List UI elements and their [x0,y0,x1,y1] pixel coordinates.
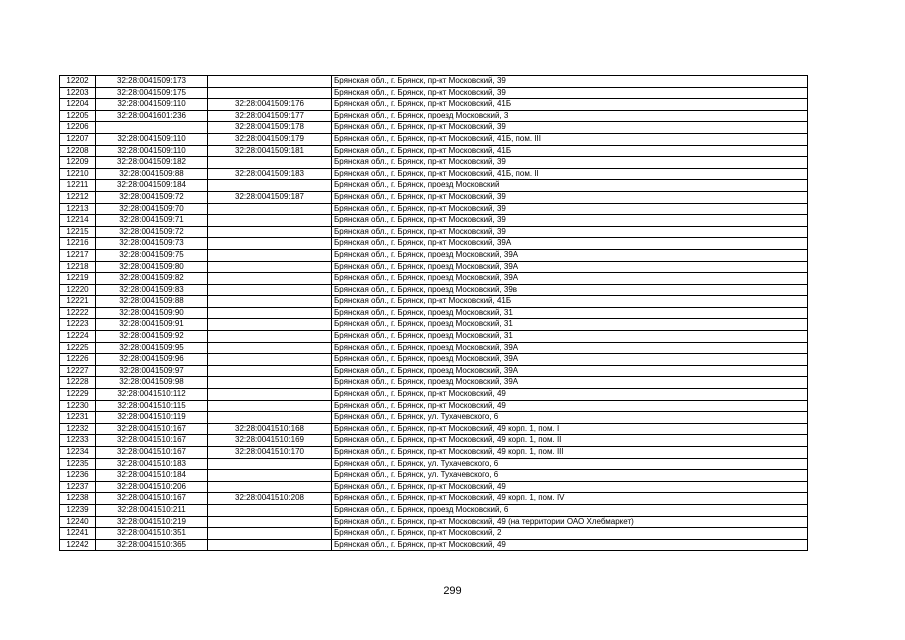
table-row [60,157,808,169]
table-row [60,400,808,412]
cadastral-number-cell: 32:28:0041509:88 [96,296,208,308]
address-cell: Брянская обл., г. Брянск, проезд Московский, 31 [332,319,808,331]
table-row [60,145,808,157]
linked-cadastral-number-cell [208,157,332,169]
linked-cadastral-number-cell [208,249,332,261]
address-cell: Брянская обл., г. Брянск, проезд Московский, 39А [332,354,808,366]
row-number-cell: 12204 [60,99,96,111]
linked-cadastral-number-cell: 32:28:0041509:178 [208,122,332,134]
row-number-cell: 12235 [60,458,96,470]
address-cell: Брянская обл., г. Брянск, пр-кт Московский, 39 [332,191,808,203]
table-row [60,423,808,435]
row-number-cell: 12238 [60,493,96,505]
linked-cadastral-number-cell [208,226,332,238]
linked-cadastral-number-cell [208,284,332,296]
cadastral-number-cell [96,122,208,134]
linked-cadastral-number-cell [208,354,332,366]
address-cell: Брянская обл., г. Брянск, пр-кт Московский, 39 [332,122,808,134]
linked-cadastral-number-cell [208,400,332,412]
cadastral-number-cell: 32:28:0041510:183 [96,458,208,470]
linked-cadastral-number-cell [208,516,332,528]
table-row [60,76,808,88]
linked-cadastral-number-cell [208,238,332,250]
table-row [60,191,808,203]
row-number-cell: 12229 [60,389,96,401]
address-cell: Брянская обл., г. Брянск, пр-кт Московский, 39 [332,157,808,169]
cadastral-number-cell: 32:28:0041510:167 [96,447,208,459]
table-row [60,168,808,180]
cadastral-number-cell: 32:28:0041509:175 [96,87,208,99]
cadastral-number-cell: 32:28:0041509:88 [96,168,208,180]
row-number-cell: 12239 [60,504,96,516]
address-cell: Брянская обл., г. Брянск, пр-кт Московский, 39А [332,238,808,250]
cadastral-number-cell: 32:28:0041510:351 [96,528,208,540]
linked-cadastral-number-cell: 32:28:0041509:176 [208,99,332,111]
address-cell: Брянская обл., г. Брянск, ул. Тухачевского, 6 [332,458,808,470]
cadastral-number-cell: 32:28:0041509:184 [96,180,208,192]
row-number-cell: 12203 [60,87,96,99]
table-row [60,412,808,424]
cadastral-number-cell: 32:28:0041509:110 [96,133,208,145]
row-number-cell: 12208 [60,145,96,157]
table-row [60,296,808,308]
linked-cadastral-number-cell: 32:28:0041509:177 [208,110,332,122]
table-row [60,504,808,516]
address-cell: Брянская обл., г. Брянск, проезд Московский, 39А [332,261,808,273]
row-number-cell: 12234 [60,447,96,459]
table-row [60,365,808,377]
row-number-cell: 12219 [60,273,96,285]
linked-cadastral-number-cell [208,319,332,331]
linked-cadastral-number-cell: 32:28:0041509:181 [208,145,332,157]
table-row [60,215,808,227]
linked-cadastral-number-cell [208,539,332,551]
registry-table-body [60,76,808,551]
address-cell: Брянская обл., г. Брянск, пр-кт Московский, 49 корп. 1, пом. I [332,423,808,435]
linked-cadastral-number-cell: 32:28:0041509:179 [208,133,332,145]
row-number-cell: 12242 [60,539,96,551]
cadastral-number-cell: 32:28:0041510:206 [96,481,208,493]
cadastral-number-cell: 32:28:0041509:95 [96,342,208,354]
row-number-cell: 12217 [60,249,96,261]
cadastral-number-cell: 32:28:0041509:96 [96,354,208,366]
table-row [60,238,808,250]
table-row [60,470,808,482]
cadastral-number-cell: 32:28:0041510:112 [96,389,208,401]
address-cell: Брянская обл., г. Брянск, пр-кт Московский, 41Б [332,145,808,157]
registry-table [59,75,808,551]
row-number-cell: 12220 [60,284,96,296]
address-cell: Брянская обл., г. Брянск, проезд Московский, 39А [332,377,808,389]
row-number-cell: 12226 [60,354,96,366]
table-row [60,528,808,540]
table-row [60,377,808,389]
linked-cadastral-number-cell [208,412,332,424]
address-cell: Брянская обл., г. Брянск, проезд Московский, 3 [332,110,808,122]
address-cell: Брянская обл., г. Брянск, пр-кт Московский, 49 корп. 1, пом. IV [332,493,808,505]
row-number-cell: 12221 [60,296,96,308]
linked-cadastral-number-cell [208,365,332,377]
address-cell: Брянская обл., г. Брянск, пр-кт Московский, 39 [332,215,808,227]
row-number-cell: 12233 [60,435,96,447]
cadastral-number-cell: 32:28:0041510:119 [96,412,208,424]
table-row [60,261,808,273]
cadastral-number-cell: 32:28:0041510:115 [96,400,208,412]
table-row [60,435,808,447]
linked-cadastral-number-cell [208,389,332,401]
linked-cadastral-number-cell [208,261,332,273]
row-number-cell: 12237 [60,481,96,493]
address-cell: Брянская обл., г. Брянск, проезд Московский, 31 [332,307,808,319]
row-number-cell: 12215 [60,226,96,238]
row-number-cell: 12240 [60,516,96,528]
linked-cadastral-number-cell [208,296,332,308]
row-number-cell: 12213 [60,203,96,215]
cadastral-number-cell: 32:28:0041510:365 [96,539,208,551]
page-number: 299 [443,585,462,597]
address-cell: Брянская обл., г. Брянск, проезд Московский, 39А [332,249,808,261]
table-row [60,307,808,319]
table-row [60,284,808,296]
linked-cadastral-number-cell: 32:28:0041510:168 [208,423,332,435]
linked-cadastral-number-cell [208,331,332,343]
address-cell: Брянская обл., г. Брянск, проезд Московский, 39А [332,342,808,354]
table-row [60,342,808,354]
cadastral-number-cell: 32:28:0041509:75 [96,249,208,261]
linked-cadastral-number-cell [208,458,332,470]
cadastral-number-cell: 32:28:0041509:98 [96,377,208,389]
cadastral-number-cell: 32:28:0041509:80 [96,261,208,273]
cadastral-number-cell: 32:28:0041510:211 [96,504,208,516]
linked-cadastral-number-cell: 32:28:0041509:187 [208,191,332,203]
row-number-cell: 12207 [60,133,96,145]
row-number-cell: 12230 [60,400,96,412]
table-row [60,249,808,261]
linked-cadastral-number-cell [208,180,332,192]
address-cell: Брянская обл., г. Брянск, проезд Московский, 31 [332,331,808,343]
cadastral-number-cell: 32:28:0041509:70 [96,203,208,215]
address-cell: Брянская обл., г. Брянск, пр-кт Московский, 49 корп. 1, пом. III [332,447,808,459]
linked-cadastral-number-cell [208,215,332,227]
cadastral-number-cell: 32:28:0041510:219 [96,516,208,528]
row-number-cell: 12232 [60,423,96,435]
address-cell: Брянская обл., г. Брянск, пр-кт Московский, 49 [332,481,808,493]
address-cell: Брянская обл., г. Брянск, проезд Московский, 39А [332,365,808,377]
cadastral-number-cell: 32:28:0041509:97 [96,365,208,377]
address-cell: Брянская обл., г. Брянск, пр-кт Московский, 41Б [332,296,808,308]
linked-cadastral-number-cell [208,273,332,285]
row-number-cell: 12206 [60,122,96,134]
cadastral-number-cell: 32:28:0041509:182 [96,157,208,169]
table-row [60,99,808,111]
row-number-cell: 12209 [60,157,96,169]
linked-cadastral-number-cell [208,504,332,516]
row-number-cell: 12210 [60,168,96,180]
address-cell: Брянская обл., г. Брянск, пр-кт Московский, 39 [332,76,808,88]
row-number-cell: 12231 [60,412,96,424]
table-row [60,516,808,528]
linked-cadastral-number-cell [208,377,332,389]
row-number-cell: 12227 [60,365,96,377]
linked-cadastral-number-cell [208,87,332,99]
cadastral-number-cell: 32:28:0041509:72 [96,191,208,203]
linked-cadastral-number-cell: 32:28:0041510:170 [208,447,332,459]
table-row [60,110,808,122]
address-cell: Брянская обл., г. Брянск, проезд Московский [332,180,808,192]
cadastral-number-cell: 32:28:0041509:71 [96,215,208,227]
cadastral-number-cell: 32:28:0041510:167 [96,423,208,435]
cadastral-number-cell: 32:28:0041509:92 [96,331,208,343]
cadastral-number-cell: 32:28:0041601:236 [96,110,208,122]
table-row [60,122,808,134]
address-cell: Брянская обл., г. Брянск, проезд Московский, 39А [332,273,808,285]
linked-cadastral-number-cell [208,342,332,354]
table-row [60,273,808,285]
row-number-cell: 12205 [60,110,96,122]
linked-cadastral-number-cell: 32:28:0041510:169 [208,435,332,447]
address-cell: Брянская обл., г. Брянск, пр-кт Московский, 39 [332,203,808,215]
table-row [60,319,808,331]
linked-cadastral-number-cell [208,481,332,493]
row-number-cell: 12225 [60,342,96,354]
linked-cadastral-number-cell [208,76,332,88]
address-cell: Брянская обл., г. Брянск, ул. Тухачевского, 6 [332,412,808,424]
linked-cadastral-number-cell: 32:28:0041509:183 [208,168,332,180]
table-row [60,481,808,493]
table-row [60,354,808,366]
address-cell: Брянская обл., г. Брянск, пр-кт Московский, 49 [332,389,808,401]
row-number-cell: 12228 [60,377,96,389]
address-cell: Брянская обл., г. Брянск, пр-кт Московский, 49 [332,539,808,551]
table-row [60,539,808,551]
table-row [60,203,808,215]
address-cell: Брянская обл., г. Брянск, пр-кт Московский, 41Б [332,99,808,111]
row-number-cell: 12211 [60,180,96,192]
cadastral-number-cell: 32:28:0041510:184 [96,470,208,482]
row-number-cell: 12212 [60,191,96,203]
address-cell: Брянская обл., г. Брянск, ул. Тухачевского, 6 [332,470,808,482]
cadastral-number-cell: 32:28:0041510:167 [96,493,208,505]
address-cell: Брянская обл., г. Брянск, пр-кт Московский, 49 [332,400,808,412]
cadastral-number-cell: 32:28:0041509:90 [96,307,208,319]
row-number-cell: 12202 [60,76,96,88]
linked-cadastral-number-cell [208,528,332,540]
row-number-cell: 12223 [60,319,96,331]
address-cell: Брянская обл., г. Брянск, пр-кт Московский, 49 корп. 1, пом. II [332,435,808,447]
table-row [60,331,808,343]
linked-cadastral-number-cell: 32:28:0041510:208 [208,493,332,505]
table-row [60,389,808,401]
linked-cadastral-number-cell [208,203,332,215]
address-cell: Брянская обл., г. Брянск, пр-кт Московский, 39 [332,226,808,238]
cadastral-number-cell: 32:28:0041509:72 [96,226,208,238]
address-cell: Брянская обл., г. Брянск, пр-кт Московский, 49 (на территории ОАО Хлебмаркет) [332,516,808,528]
linked-cadastral-number-cell [208,307,332,319]
table-row [60,180,808,192]
cadastral-number-cell: 32:28:0041510:167 [96,435,208,447]
table-row [60,447,808,459]
row-number-cell: 12214 [60,215,96,227]
address-cell: Брянская обл., г. Брянск, пр-кт Московский, 41Б, пом. III [332,133,808,145]
address-cell: Брянская обл., г. Брянск, проезд Московский, 39в [332,284,808,296]
row-number-cell: 12216 [60,238,96,250]
address-cell: Брянская обл., г. Брянск, пр-кт Московский, 39 [332,87,808,99]
cadastral-number-cell: 32:28:0041509:110 [96,145,208,157]
cadastral-number-cell: 32:28:0041509:110 [96,99,208,111]
table-row [60,133,808,145]
cadastral-number-cell: 32:28:0041509:91 [96,319,208,331]
cadastral-number-cell: 32:28:0041509:173 [96,76,208,88]
row-number-cell: 12222 [60,307,96,319]
cadastral-number-cell: 32:28:0041509:83 [96,284,208,296]
row-number-cell: 12224 [60,331,96,343]
table-row [60,226,808,238]
table-row [60,458,808,470]
address-cell: Брянская обл., г. Брянск, проезд Московский, 6 [332,504,808,516]
address-cell: Брянская обл., г. Брянск, пр-кт Московский, 2 [332,528,808,540]
cadastral-number-cell: 32:28:0041509:73 [96,238,208,250]
row-number-cell: 12236 [60,470,96,482]
linked-cadastral-number-cell [208,470,332,482]
address-cell: Брянская обл., г. Брянск, пр-кт Московский, 41Б, пом. II [332,168,808,180]
table-row [60,87,808,99]
row-number-cell: 12241 [60,528,96,540]
row-number-cell: 12218 [60,261,96,273]
table-row [60,493,808,505]
cadastral-number-cell: 32:28:0041509:82 [96,273,208,285]
